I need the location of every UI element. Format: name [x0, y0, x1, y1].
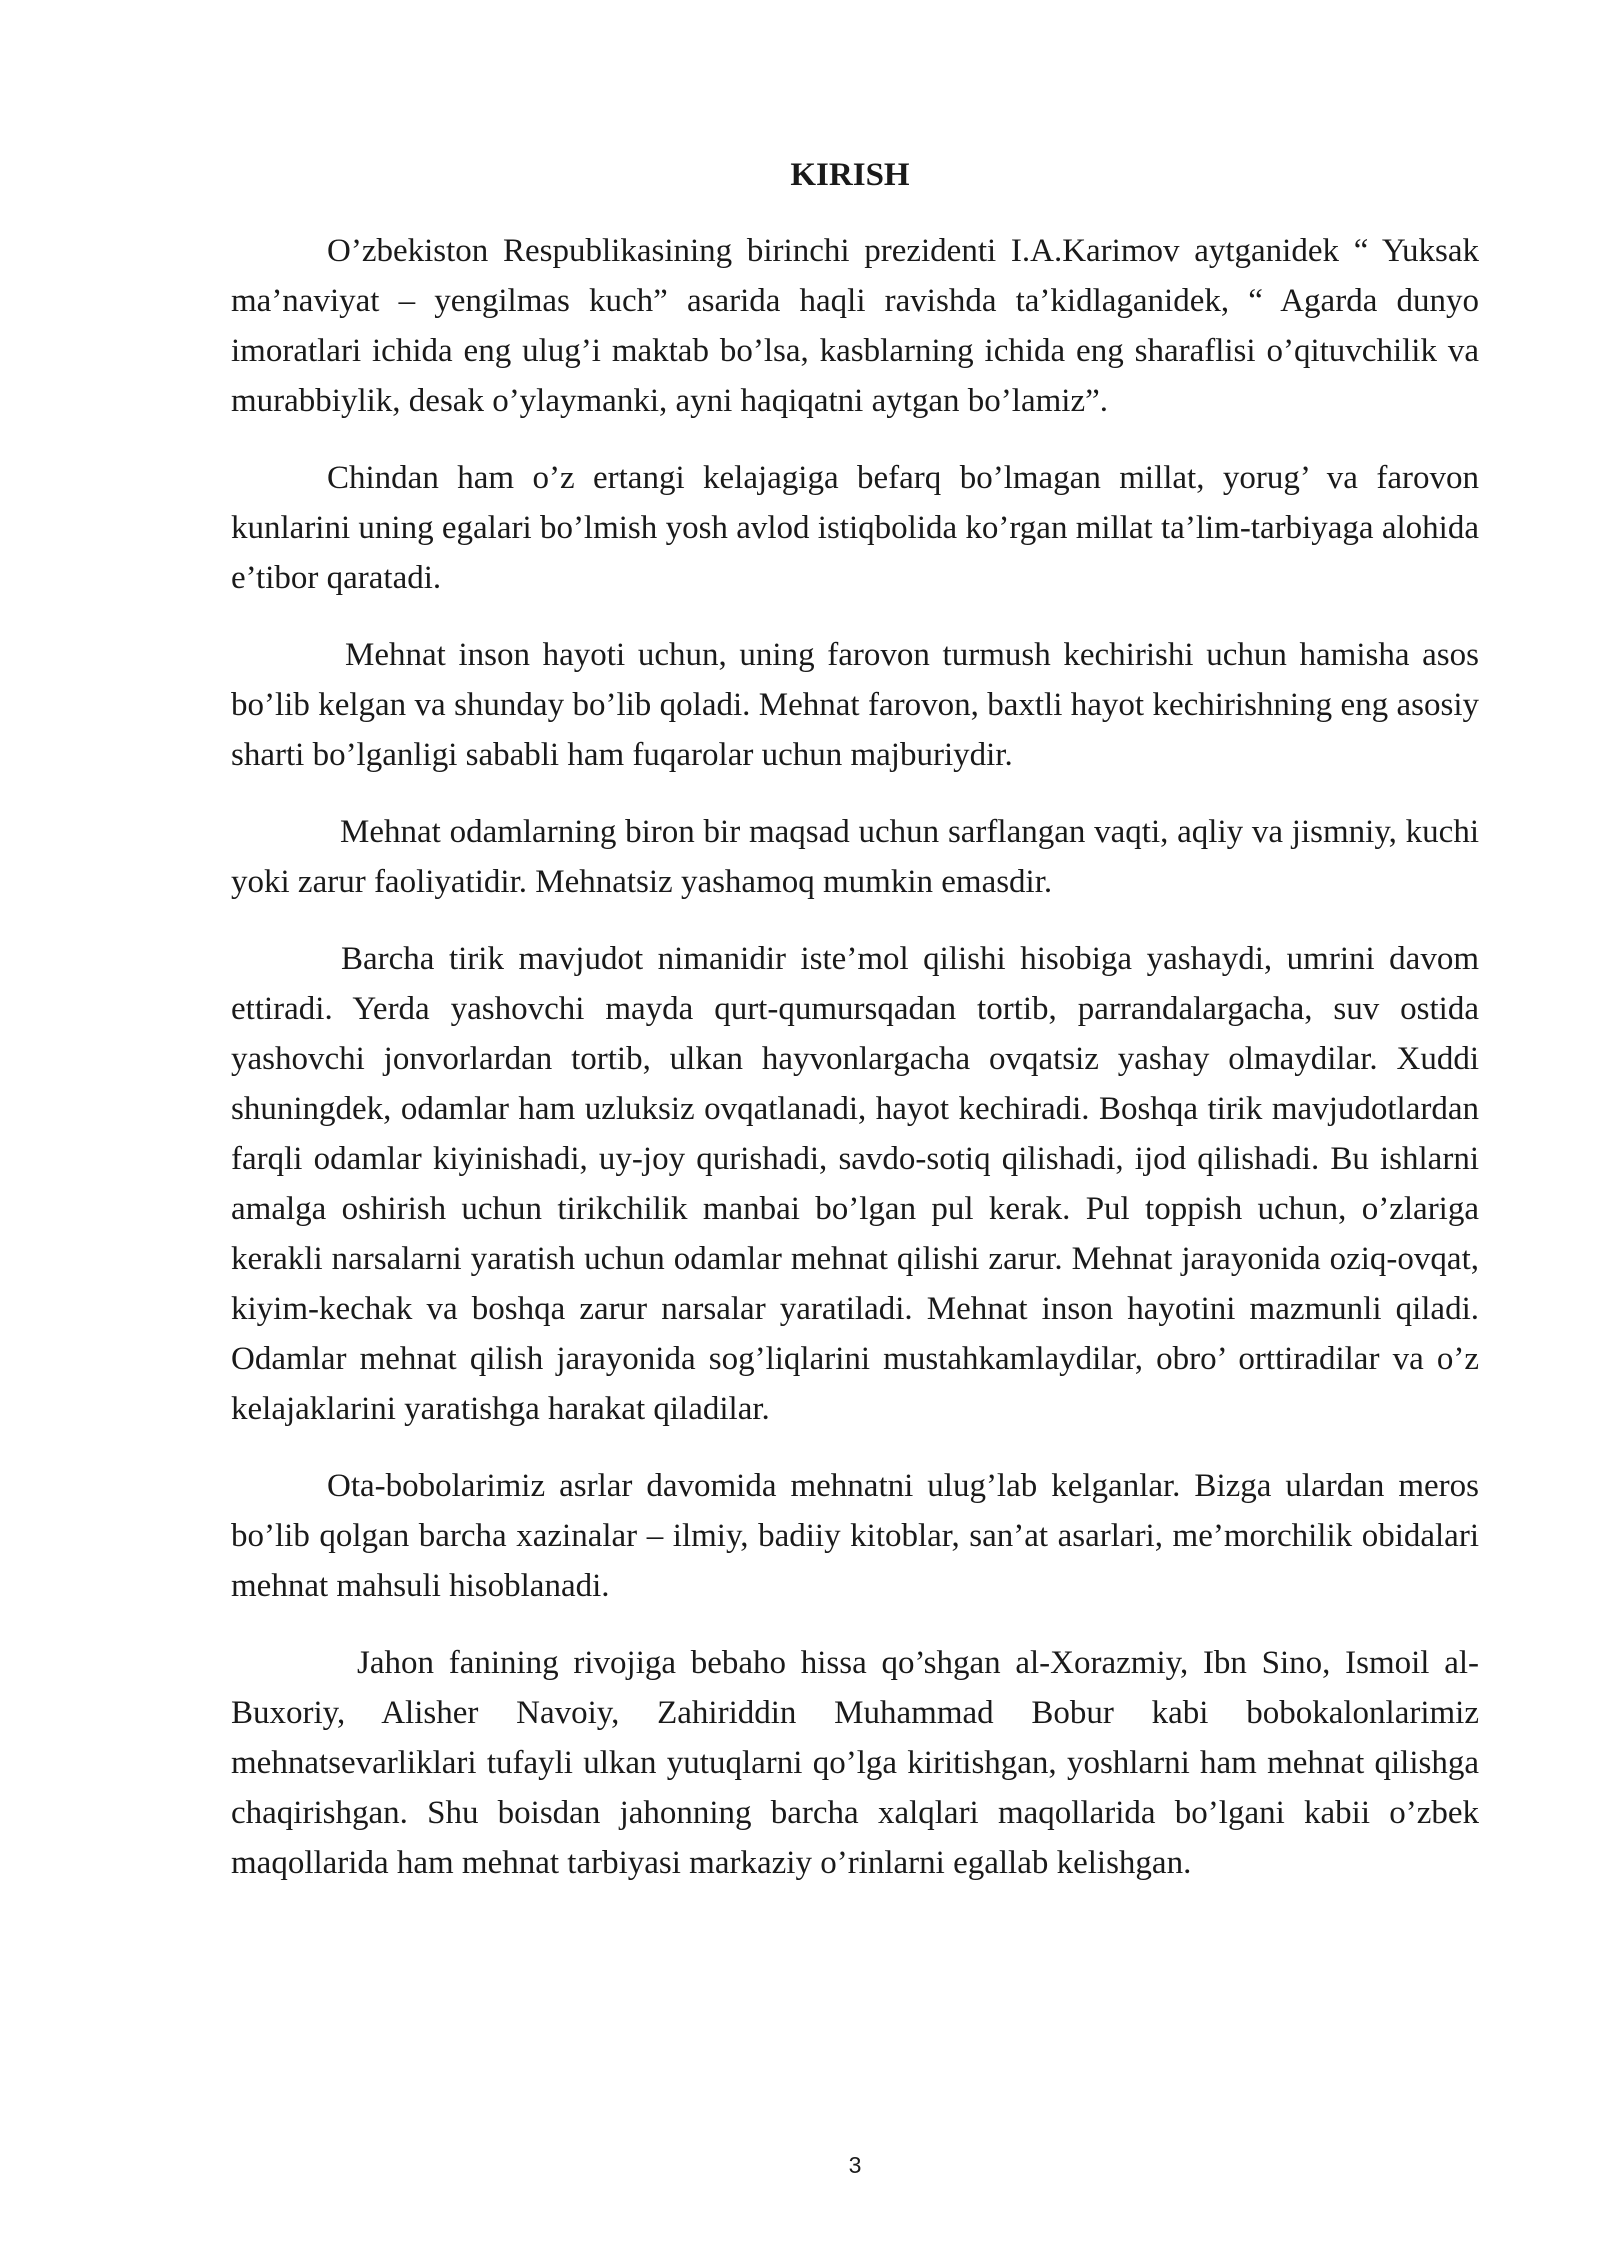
- paragraph-1: O’zbekiston Respublikasining birinchi prezidenti I.A.Karimov aytganidek “ Yuksak ma’naviyat – yengilmas kuch” asarida haqli ravishda ta’kidlaganidek, “ Agarda dunyo imoratlari ichida eng ulug’i maktab bo’lsa, kasblarning ichida eng sharaflisi o’qituvchilik va murabbiylik, desak o’ylaymanki, ayni haqiqatni aytgan bo’lamiz”.: [231, 233, 1479, 419]
- page-number: 3: [848, 2152, 862, 2178]
- paragraph-4: Mehnat odamlarning biron bir maqsad uchun sarflangan vaqti, aqliy va jismniy, kuchi yoki zarur faoliyatidir. Mehnatsiz yashamoq mumkin emasdir.: [231, 814, 1479, 900]
- paragraph-7: Jahon fanining rivojiga bebaho hissa qo’shgan al-Xorazmiy, Ibn Sino, Ismoil al-Buxoriy, Alisher Navoiy, Zahiriddin Muhammad Bobur kabi bobokalonlarimiz mehnatsevarliklari tufayli ulkan yutuqlarni qo’lga kiritishgan, yoshlarni ham mehnat qilishga chaqirishgan. Shu boisdan jahonning barcha xalqlari maqollarida bo’lgani kabii o’zbek maqollarida ham mehnat tarbiyasi markaziy o’rinlarni egallab kelishgan.: [231, 1645, 1479, 1881]
- paragraph-3: Mehnat inson hayoti uchun, uning farovon turmush kechirishi uchun hamisha asos bo’lib kelgan va shunday bo’lib qoladi. Mehnat farovon, baxtli hayot kechirishning eng asosiy sharti bo’lganligi sababli ham fuqarolar uchun majburiydir.: [231, 637, 1479, 773]
- paragraph-6: Ota-bobolarimiz asrlar davomida mehnatni ulug’lab kelganlar. Bizga ulardan meros bo’lib qolgan barcha xazinalar – ilmiy, badiiy kitoblar, san’at asarlari, me’morchilik obidalari mehnat mahsuli hisoblanadi.: [231, 1468, 1479, 1604]
- body-text: [231, 226, 1479, 1915]
- paragraph-2: Chindan ham o’z ertangi kelajagiga befarq bo’lmagan millat, yorug’ va farovon kunlarini uning egalari bo’lmish yosh avlod istiqbolida ko’rgan millat ta’lim-tarbiyaga alohida e’tibor qaratadi.: [231, 460, 1479, 596]
- section-heading: KIRISH: [790, 157, 910, 193]
- paragraph-5: Barcha tirik mavjudot nimanidir iste’mol qilishi hisobiga yashaydi, umrini davom ettiradi. Yerda yashovchi mayda qurt-qumursqadan tortib, parrandalargacha, suv ostida yashovchi jonvorlardan tortib, ulkan hayvonlargacha ovqatsiz yashay olmaydilar. Xuddi shuningdek, odamlar ham uzluksiz ovqatlanadi, hayot kechiradi. Boshqa tirik mavjudotlardan farqli odamlar kiyinishadi, uy-joy qurishadi, savdo-sotiq qilishadi, ijod qilishadi. Bu ishlarni amalga oshirish uchun tirikchilik manbai bo’lgan pul kerak. Pul toppish uchun, o’zlariga kerakli narsalarni yaratish uchun odamlar mehnat qilishi zarur. Mehnat jarayonida oziq-ovqat, kiyim-kechak va boshqa zarur narsalar yaratiladi. Mehnat inson hayotini mazmunli qiladi. Odamlar mehnat qilish jarayonida sog’liqlarini mustahkamlaydilar, obro’ orttiradilar va o’z kelajaklarini yaratishga harakat qiladilar.: [231, 941, 1479, 1427]
